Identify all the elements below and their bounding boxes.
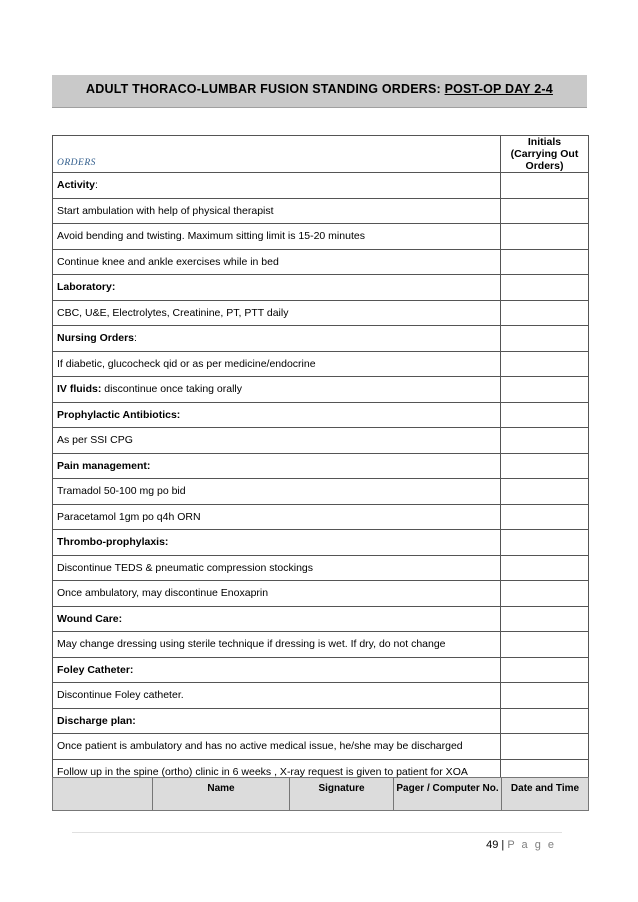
page-footer <box>486 839 556 851</box>
order-cell <box>53 683 501 709</box>
order-cell <box>53 275 501 301</box>
order-heading: Pain management: <box>57 459 151 472</box>
order-text: : <box>94 179 98 192</box>
order-text: Discontinue TEDS & pneumatic compression stockings <box>57 561 314 574</box>
order-row <box>53 453 589 479</box>
order-cell <box>53 428 501 454</box>
signature-header-row <box>53 778 589 811</box>
order-row <box>53 351 589 377</box>
initials-cell[interactable] <box>501 683 589 709</box>
initials-cell[interactable] <box>501 326 589 352</box>
order-row <box>53 198 589 224</box>
initials-cell[interactable] <box>501 428 589 454</box>
initials-cell[interactable] <box>501 734 589 760</box>
order-heading: Foley Catheter: <box>57 663 134 676</box>
order-cell <box>53 453 501 479</box>
initials-cell[interactable] <box>501 300 589 326</box>
order-cell <box>53 402 501 428</box>
order-cell <box>53 249 501 275</box>
page-word: P a g e <box>507 839 556 851</box>
date-time-header: Date and Time <box>502 778 589 811</box>
order-row <box>53 224 589 250</box>
order-cell <box>53 173 501 199</box>
order-row <box>53 377 589 403</box>
initials-cell[interactable] <box>501 351 589 377</box>
order-cell <box>53 504 501 530</box>
order-cell <box>53 581 501 607</box>
initials-cell[interactable] <box>501 453 589 479</box>
initials-cell[interactable] <box>501 402 589 428</box>
order-row <box>53 632 589 658</box>
order-text: Continue knee and ankle exercises while in bed <box>57 255 279 268</box>
order-heading: Nursing Orders <box>57 332 135 345</box>
order-cell <box>53 530 501 556</box>
order-heading: Activity <box>57 179 95 192</box>
order-cell <box>53 734 501 760</box>
orders-header-row <box>53 136 589 173</box>
orders-header-cell <box>53 136 501 173</box>
order-heading: Thrombo-prophylaxis: <box>57 536 169 549</box>
title-part-2: POST-OP DAY 2-4 <box>444 82 553 96</box>
page-separator: | <box>501 839 505 851</box>
order-row <box>53 530 589 556</box>
order-row <box>53 402 589 428</box>
initials-cell[interactable] <box>501 632 589 658</box>
order-cell <box>53 377 501 403</box>
order-cell <box>53 606 501 632</box>
orders-table <box>52 135 589 785</box>
initials-cell[interactable] <box>501 173 589 199</box>
initials-cell[interactable] <box>501 479 589 505</box>
order-text: Once patient is ambulatory and has no active medical issue, he/she may be discharged <box>57 740 463 753</box>
document-title <box>52 82 587 96</box>
order-row <box>53 326 589 352</box>
order-cell <box>53 326 501 352</box>
footer-divider <box>72 832 562 833</box>
order-text: As per SSI CPG <box>57 434 133 447</box>
order-row <box>53 708 589 734</box>
order-row <box>53 275 589 301</box>
order-row <box>53 504 589 530</box>
initials-cell[interactable] <box>501 555 589 581</box>
order-text: Once ambulatory, may discontinue Enoxaprin <box>57 587 269 600</box>
order-heading: Discharge plan: <box>57 714 136 727</box>
name-header: Name <box>153 778 290 811</box>
order-row <box>53 683 589 709</box>
initials-cell[interactable] <box>501 606 589 632</box>
order-text: CBC, U&E, Electrolytes, Creatinine, PT, PTT daily <box>57 306 289 319</box>
order-heading: Laboratory: <box>57 281 116 294</box>
order-cell <box>53 708 501 734</box>
initials-cell[interactable] <box>501 377 589 403</box>
order-cell <box>53 632 501 658</box>
initials-cell[interactable] <box>501 504 589 530</box>
initials-cell[interactable] <box>501 198 589 224</box>
order-heading: Prophylactic Antibiotics: <box>57 408 181 421</box>
order-cell <box>53 198 501 224</box>
orders-label: ORDERS <box>57 158 96 168</box>
order-heading: IV fluids: <box>57 383 102 396</box>
order-row <box>53 428 589 454</box>
initials-header-cell: Initials (Carrying Out Orders) <box>501 136 589 173</box>
order-cell <box>53 351 501 377</box>
order-text: : <box>134 332 137 345</box>
order-row <box>53 300 589 326</box>
order-heading: Wound Care: <box>57 612 123 625</box>
signature-blank-cell <box>53 778 153 811</box>
order-text: If diabetic, glucocheck qid or as per medicine/endocrine <box>57 357 316 370</box>
order-text: Discontinue Foley catheter. <box>57 689 184 702</box>
order-cell <box>53 657 501 683</box>
initials-cell[interactable] <box>501 249 589 275</box>
initials-cell[interactable] <box>501 530 589 556</box>
signature-table <box>52 777 589 811</box>
order-text: Avoid bending and twisting. Maximum sitting limit is 15-20 minutes <box>57 230 365 243</box>
document-title-bar <box>52 75 587 108</box>
order-row <box>53 555 589 581</box>
order-text: discontinue once taking orally <box>101 383 243 396</box>
order-row <box>53 657 589 683</box>
order-text: Paracetamol 1gm po q4h ORN <box>57 510 201 523</box>
order-text: May change dressing using sterile technique if dressing is wet. If dry, do not change <box>57 638 446 651</box>
order-text: Start ambulation with help of physical therapist <box>57 204 274 217</box>
order-text: Tramadol 50-100 mg po bid <box>57 485 186 498</box>
order-row <box>53 606 589 632</box>
order-row <box>53 581 589 607</box>
initials-cell[interactable] <box>501 581 589 607</box>
order-row <box>53 249 589 275</box>
order-cell <box>53 479 501 505</box>
order-cell <box>53 224 501 250</box>
order-row <box>53 173 589 199</box>
order-cell <box>53 555 501 581</box>
order-row <box>53 734 589 760</box>
order-cell <box>53 300 501 326</box>
page-number: 49 <box>486 839 499 851</box>
order-text: Follow up in the spine (ortho) clinic in 6 weeks , X-ray request is given to patient for XOA <box>57 765 468 778</box>
initials-cell[interactable] <box>501 224 589 250</box>
signature-header: Signature <box>290 778 394 811</box>
initials-cell[interactable] <box>501 708 589 734</box>
pager-header: Pager / Computer No. <box>394 778 502 811</box>
initials-cell[interactable] <box>501 657 589 683</box>
order-row <box>53 479 589 505</box>
initials-cell[interactable] <box>501 275 589 301</box>
title-part-1: ADULT THORACO-LUMBAR FUSION STANDING ORDERS: <box>86 82 441 96</box>
